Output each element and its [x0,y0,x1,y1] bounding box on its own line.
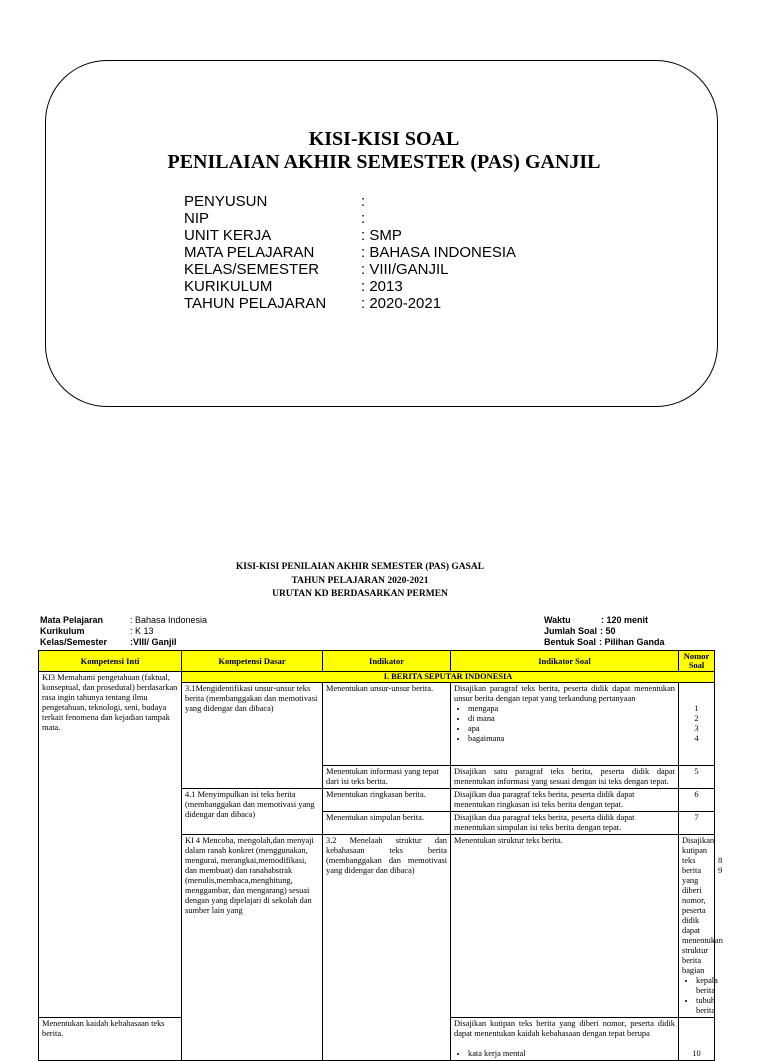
header-kompetensi-inti: Kompetensi Inti [39,651,182,672]
meta-kelas: Kelas/Semester :VIII/ Ganjil [40,637,177,647]
section-title: KISI-KISI PENILAIAN AKHIR SEMESTER (PAS) GASAL [235,562,485,572]
kisi-kisi-table [38,650,723,1061]
section-year: TAHUN PELAJARAN 2020-2021 [291,576,429,586]
field-kurikulum: KURIKULUM : 2013 [184,278,403,295]
meta-right [544,615,665,648]
indikator-soal-cell: Disajikan kutipan teks berita yang diberi nomor, peserta didik dapat menentukan kaidah kebahasaan dengan tepat berupa • kata kerja mental [451,1018,679,1061]
indikator-soal-cell: Disajikan paragraf teks berita, peserta didik dapat menentukan unsur berita dengan tepat yang terkandung pertanyaan • mengapa • di mana • apa • bagaimana [451,683,679,766]
table-row [39,672,715,683]
kd-4-1: 4.1 Menyimpulkan isi teks berita (membanggakan dan memotivasi yang didengar dan dibaca) [182,789,323,835]
bullet-list [454,704,675,744]
indikator-cell: Menentukan unsur-unsur berita. [323,683,451,766]
ki3-cell: KI3 Memahami pengetahuan (faktual, konseptual, dan prosedural) berdasarkan rasa ingin tahunya tentang ilmu pengetahuan, teknologi, seni, budaya terkait fenomena dan kejadian tampak mata. [39,672,182,1018]
nomor-cell: 5 [679,766,715,789]
table-header [39,651,715,672]
indikator-cell: Menentukan struktur teks berita. [451,835,679,1018]
header-indikator-soal: Indikator Soal [451,651,679,672]
meta-jumlah-soal: Jumlah Soal : 50 [544,626,616,636]
kd-3-1: 3.1Mengidentifikasi unsur-unsur teks berita (membanggakan dan memotivasi yang didengar dan dibaca) [182,683,323,789]
field-nip: NIP : [184,210,366,227]
nomor-cell: 6 [679,789,715,812]
bullet-list [454,1049,675,1059]
field-unit-kerja: UNIT KERJA : SMP [184,227,402,244]
cover-info [184,193,516,312]
nomor-cell: 1 2 3 4 [679,683,715,766]
list-item: • kepala berita [696,976,711,996]
indikator-soal-cell: Disajikan satu paragraf teks berita, peserta didik dapat menentukan informasi yang sesuai dengan isi teks dengan tepat. [451,766,679,789]
bullet-list [682,976,718,1016]
header-kompetensi-dasar: Kompetensi Dasar [182,651,323,672]
list-item: • di mana [468,714,675,724]
ki4-cell: KI 4 Mencoba, mengolah,dan menyaji dalam ranah konkret (menggunakan, mengurai, merangkai,memodifikasi, dan membuat) dan ranahabstrak (menulis,membaca,menghitung, menggambar, dan mengarang) sesuai dengan yang dipelajari di sekolah dan sumber lain yang [182,835,323,1061]
indikator-cell: Menentukan informasi yang tepat dari isi teks berita. [323,766,451,789]
list-item: • kata kerja mental [468,1049,675,1059]
nomor-cell: 10 [679,1018,715,1061]
field-mata-pelajaran: MATA PELAJARAN : BAHASA INDONESIA [184,244,517,261]
meta-waktu: Waktu : 120 menit [544,615,649,625]
indikator-cell: Menentukan simpulan berita. [323,812,451,835]
meta-kurikulum: Kurikulum : K 13 [40,626,154,636]
header-indikator: Indikator [323,651,451,672]
field-kelas-semester: KELAS/SEMESTER : VIII/GANJIL [184,261,449,278]
meta-bentuk-soal: Bentuk Soal : Pilihan Ganda [544,637,665,647]
header-nomor-soal: Nomor Soal [679,651,715,672]
indikator-cell: Menentukan ringkasan berita. [323,789,451,812]
field-tahun-pelajaran: TAHUN PELAJARAN : 2020-2021 [184,295,442,312]
indikator-soal-cell: Disajikan dua paragraf teks berita, peserta didik dapat menentukan simpulan isi teks berita dengan tepat. [451,812,679,835]
kd-3-2: 3.2 Menelaah struktur dan kebahasaan teks berita (membanggakan dan memotivasi yang didengar dan dibaca) [323,835,451,1061]
indikator-soal-cell: Disajikan dua paragraf teks berita, peserta didik dapat menentukan ringkasan isi teks berita dengan tepat. [451,789,679,812]
meta-mata-pelajaran: Mata Pelajaran : Bahasa Indonesia [40,615,208,625]
field-penyusun: PENYUSUN : [184,193,366,210]
list-item: • tubuh berita [696,996,711,1016]
meta-left [40,615,207,648]
list-item: • apa [468,724,675,734]
table-row: KI 4 Mencoba, mengolah,dan menyaji dalam ranah konkret (menggunakan, mengurai, merangkai,memodifikasi, dan membuat) dan ranahabstrak (menulis,membaca,menghitung, menggambar, dan mengarang) sesuai dengan yang dipelajari di sekolah dan sumber lain yang 3.2 Menelaah struktur dan kebahasaan teks berita (membanggakan dan memotivasi yang didengar dan dibaca) Menentukan struktur teks berita. Disajikan kutipan teks berita yang diberi nomor, peserta didik dapat menentukan struktur berita bagian • kepala berita • tubuh berita 8 9 [39,835,715,1018]
list-item: • bagaimana [468,734,675,744]
indikator-soal-cell: Disajikan kutipan teks berita yang diberi nomor, peserta didik dapat menentukan struktur berita bagian • kepala berita • tubuh berita [679,835,715,1018]
cover-subtitle: PENILAIAN AKHIR SEMESTER (PAS) GANJIL [167,151,601,173]
list-item: • mengapa [468,704,675,714]
section-order: URUTAN KD BERDASARKAN PERMEN [272,589,448,599]
indikator-cell: Menentukan kaidah kebahasaan teks berita. [39,1018,182,1061]
section-heading-berita: I. BERITA SEPUTAR INDONESIA [182,672,715,683]
nomor-cell: 7 [679,812,715,835]
cover-title: KISI-KISI SOAL [308,128,460,150]
